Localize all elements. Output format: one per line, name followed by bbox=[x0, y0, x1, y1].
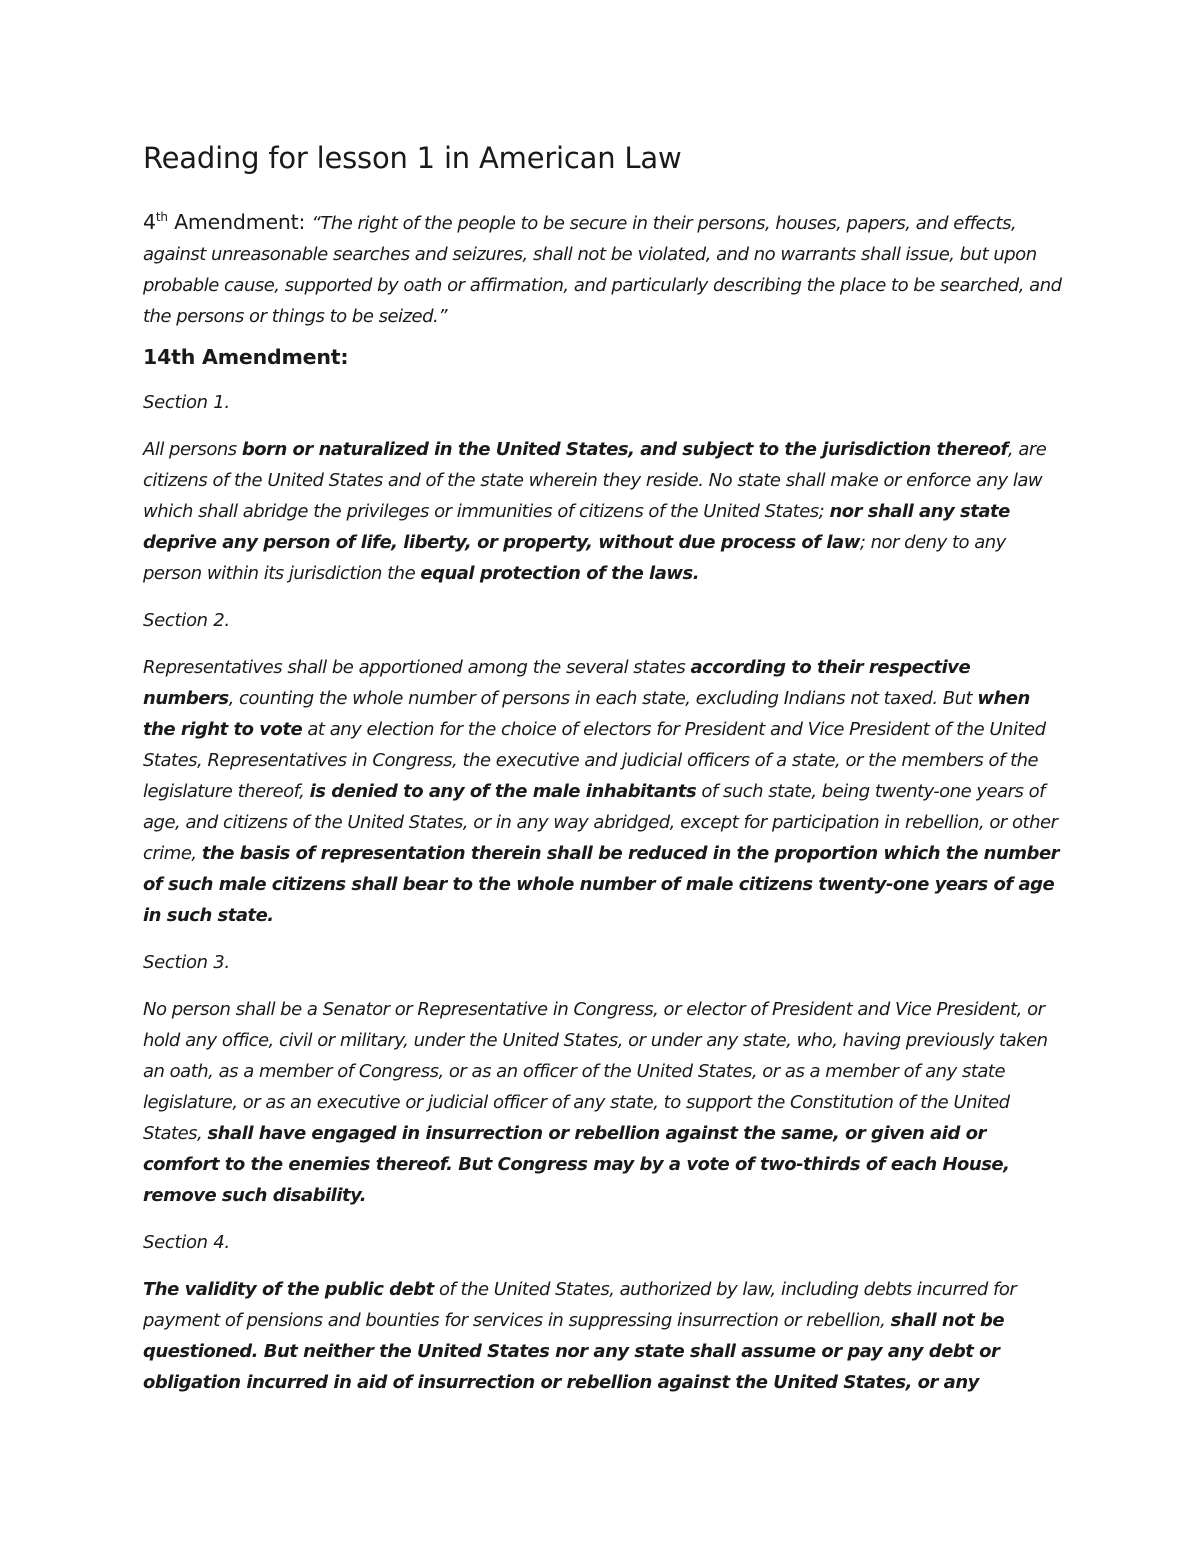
section-text-run: ; nor deny to any person within its jurisdiction the bbox=[143, 531, 1006, 584]
section-text-bold-run: equal protection of the laws. bbox=[420, 562, 700, 584]
section-text-run: No person shall be a Senator or Representative in Congress, or elector of President and Vice President, or hold any office, civil or military, under the United States, or under any state, who, having previously taken an oath, as a member of Congress, or as an officer of the United States, or as a member of any state legislature, or as an executive or judicial officer of any state, to support the Constitution of the United States, bbox=[143, 998, 1048, 1144]
section-label: Section 4. bbox=[143, 1231, 230, 1253]
fourteenth-amendment-sections bbox=[143, 387, 1063, 1398]
section-label: Section 1. bbox=[143, 391, 230, 413]
fourteenth-amendment-heading: 14th Amendment: bbox=[143, 344, 349, 369]
section-text-bold-run: when the right to vote bbox=[143, 687, 1030, 740]
document-title: Reading for lesson 1 in American Law bbox=[143, 141, 682, 175]
section-text-bold-run: nor shall any state deprive any person of life, liberty, or property, without due process of law bbox=[143, 500, 1010, 553]
section-text-bold-run: The validity of the public debt bbox=[143, 1278, 434, 1300]
section-text bbox=[143, 434, 1063, 589]
section-text-bold-run: born or naturalized in the United States, and subject to the jurisdiction thereof bbox=[241, 438, 1008, 460]
section-text-run: of such state, being twenty-one years of age, and citizens of the United States, or in any way abridged, except for participation in rebellion, or other crime, bbox=[143, 780, 1058, 864]
section-text-bold-run: the basis of representation therein shall be reduced in the proportion which the number of such male citizens shall bear to the whole number of male citizens twenty-one years of age in such state. bbox=[143, 842, 1060, 926]
section-text bbox=[143, 1274, 1063, 1398]
section-text-run: , are citizens of the United States and of the state wherein they reside. No state shall make or enforce any law which shall abridge the privileges or immunities of citizens of the United States; bbox=[143, 438, 1047, 522]
fourth-amendment-label bbox=[143, 210, 312, 234]
section-text-run: of the United States, authorized by law, including debts incurred for payment of pensions and bounties for services in suppressing insurrection or rebellion, bbox=[143, 1278, 1017, 1331]
document-body bbox=[143, 140, 1063, 1414]
section-text bbox=[143, 652, 1063, 931]
section-text-run: , counting the whole number of persons in each state, excluding Indians not taxed. But bbox=[228, 687, 978, 709]
section-text bbox=[143, 994, 1063, 1211]
section-text-run: Representatives shall be apportioned among the several states bbox=[143, 656, 691, 678]
fourth-amendment-label-text: Amendment: bbox=[167, 209, 312, 234]
section-text-bold-run: shall have engaged in insurrection or rebellion against the same, or given aid or comfort to the enemies thereof. But Congress may by a vote of two-thirds of each House, remove such disability. bbox=[143, 1122, 1010, 1206]
section-text-bold-run: is denied to any of the male inhabitants bbox=[309, 780, 697, 802]
fourth-amendment-number: 4 bbox=[143, 209, 156, 234]
section-text-bold-run: according to their respective numbers bbox=[143, 656, 971, 709]
section-text-bold-run: shall not be questioned. But neither the United States nor any state shall assume or pay any debt or obligation incurred in aid of insurrection or rebellion against the United States, or any bbox=[143, 1309, 1005, 1393]
section-label: Section 2. bbox=[143, 609, 230, 631]
section-text-run: All persons bbox=[143, 438, 242, 460]
section-label: Section 3. bbox=[143, 951, 230, 973]
fourth-amendment-ordinal: th bbox=[155, 209, 168, 224]
section-text-run: at any election for the choice of electors for President and Vice President of the United States, Representatives in Congress, the executive and judicial officers of a state, or the members of the legislature thereof, bbox=[143, 718, 1046, 802]
fourth-amendment-text: “The right of the people to be secure in their persons, houses, papers, and effects, against unreasonable searches and seizures, shall not be violated, and no warrants shall issue, but upon probable cause, supported by oath or affirmation, and particularly describing the place to be searched, and the persons or things to be seized.” bbox=[143, 212, 1062, 327]
fourth-amendment-paragraph bbox=[143, 202, 1063, 332]
